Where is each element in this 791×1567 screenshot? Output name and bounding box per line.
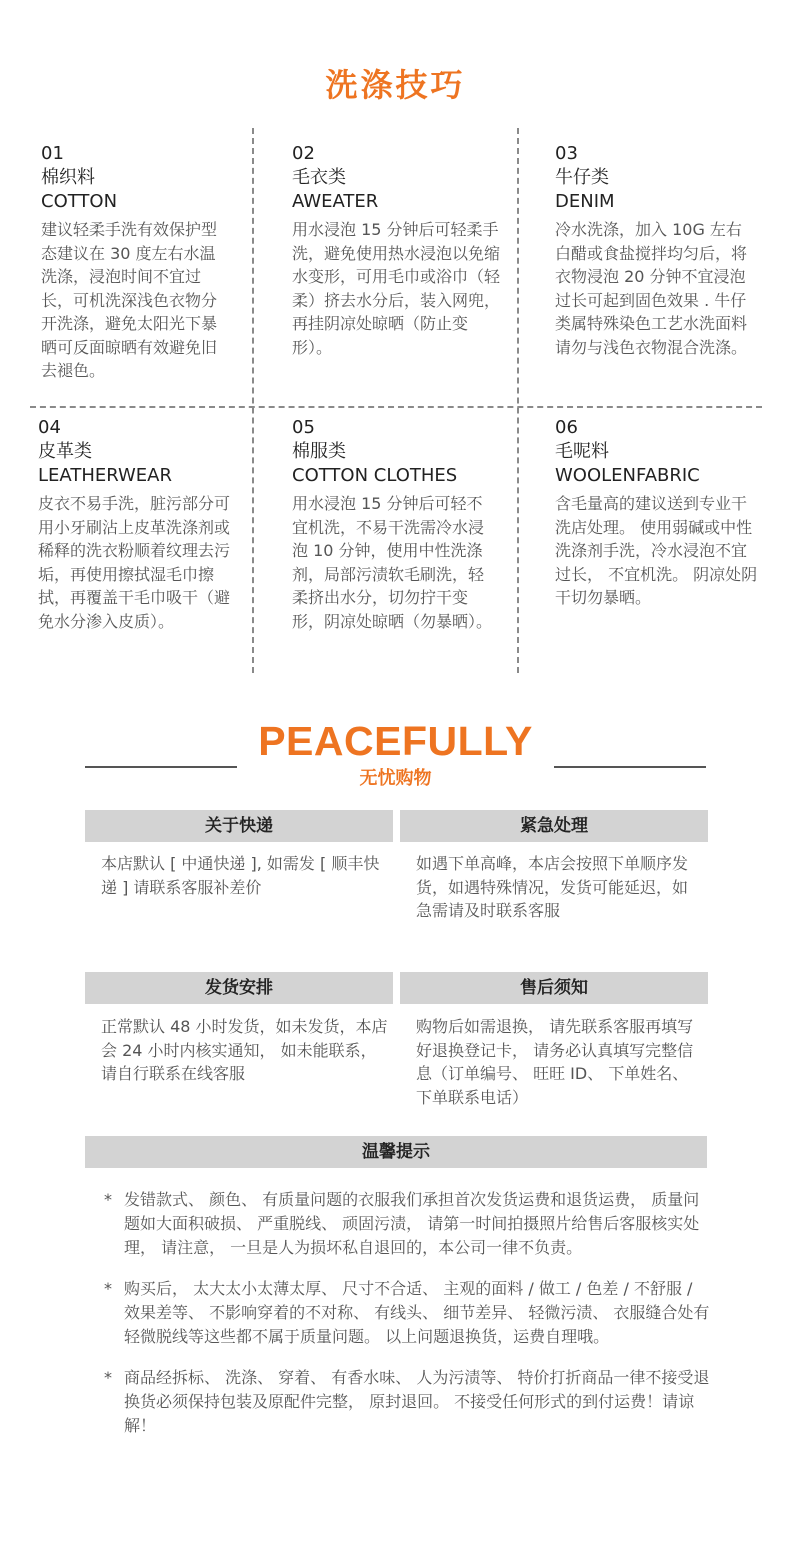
info-body-shipping: 正常默认 48 小时发货，如未发货，本店会 24 小时内核实通知， 如未能联系， 请自行联系在线客服 [101,1017,388,1083]
tip-number: 05 [292,417,315,438]
tip-number: 04 [38,417,61,438]
tip-name: 棉服类 [292,441,346,462]
tip-body: 皮衣不易手洗，脏污部分可用小牙刷沾上皮革洗涤剂或稀释的洗衣粉顺着纹理去污垢，再使用擦拭湿毛巾擦拭，再覆盖干毛巾吸干（避免水分渗入皮质）。 [38,494,231,631]
section-subtitle: 无忧购物 [359,768,432,789]
tip-body: 用水浸泡 15 分钟后可轻不宜机洗，不易干洗需冷水浸泡 10 分钟，使用中性洗涤剂，局部污渍软毛刷洗，轻柔挤出水分，切勿拧干变形，阴凉处晾晒（勿暴晒）。 [292,494,493,631]
info-body-urgent: 如遇下单高峰，本店会按照下单顺序发货，如遇特殊情况，发货可能延迟，如急需请及时联系客服 [416,854,689,920]
tip-body: 用水浸泡 15 分钟后可轻柔手洗，避免使用热水浸泡以免缩水变形，可用毛巾或浴巾（轻柔）挤去水分后，装入网兜，再挂阴凉处晾晒（防止变形）。 [292,220,501,357]
notice-header: 温馨提示 [85,1136,707,1168]
tip-name-en: DENIM [555,191,615,212]
bullet-marker: * [104,1368,112,1387]
info-body-aftersale: 购物后如需退换， 请先联系客服再填写好退换登记卡， 请务必认真填写完整信息（订单编号、 旺旺 ID、 下单姓名、 下单联系电话） [416,1017,694,1107]
section-title: PEACEFULLY [258,718,533,764]
tip-sweater [292,142,500,359]
tip-number: 03 [555,143,578,164]
tip-leather [38,416,234,633]
tip-cotton-clothes [292,416,498,633]
tip-body: 建议轻柔手洗有效保护型态建议在 30 度左右水温洗涤，浸泡时间不宜过长，可机洗深浅色衣物分开洗涤，避免太阳光下暴晒可反面晾晒有效避免旧去褪色。 [41,220,218,380]
list-item [104,1277,710,1349]
tip-name: 牛仔类 [555,167,609,188]
list-item [104,1366,710,1438]
divider-horizontal [30,406,762,408]
tip-body: 含毛量高的建议送到专业干洗店处理。 使用弱碱或中性洗涤剂手洗，冷水浸泡不宜过长， 不宜机洗。 阴凉处阴干切勿暴晒。 [555,494,758,607]
page-title: 洗涤技巧 [325,66,466,104]
tip-name-en: COTTON CLOTHES [292,465,458,486]
tip-body: 冷水洗涤，加入 10G 左右白醋或食盐搅拌均匀后，将衣物浸泡 20 分钟不宜浸泡过长可起到固色效果 . 牛仔类属特殊染色工艺水洗面料请勿与浅色衣物混合洗涤。 [555,220,748,357]
tip-name-en: COTTON [41,191,118,212]
info-body-express: 本店默认 [ 中通快递 ], 如需发 [ 顺丰快递 ] 请联系客服补差价 [101,854,380,897]
tip-number: 01 [41,143,64,164]
washing-tips-grid [30,128,762,673]
list-item [104,1188,710,1260]
tip-name-en: AWEATER [292,191,379,212]
bullet-marker: * [104,1279,112,1298]
info-header-shipping: 发货安排 [85,972,393,1004]
tip-name: 皮革类 [38,441,92,462]
tip-number: 02 [292,143,315,164]
notice-list [104,1188,710,1455]
tip-name: 棉织料 [41,167,95,188]
notice-text: 发错款式、 颜色、 有质量问题的衣服我们承担首次发货运费和退货运费， 质量问题如大面积破损、 严重脱线、 顽固污渍， 请第一时间拍摄照片给售后客服核实处理， 请注意， 一旦是人为损坏私自退回的，本公司一律不负责。 [124,1190,700,1257]
tip-number: 06 [555,417,578,438]
tip-name: 毛呢料 [555,441,609,462]
tip-name-en: LEATHERWEAR [38,465,172,486]
tip-name-en: WOOLENFABRIC [555,465,700,486]
notice-text: 商品经拆标、 洗涤、 穿着、 有香水味、 人为污渍等、 特价打折商品一律不接受退换货必须保持包装及原配件完整， 原封退回。 不接受任何形式的到付运费！请谅解！ [124,1368,710,1435]
tip-name: 毛衣类 [292,167,346,188]
tip-cotton [41,142,231,383]
divider-vertical [252,128,254,673]
info-header-express: 关于快递 [85,810,393,842]
tip-woolen [555,416,760,610]
info-header-urgent: 紧急处理 [400,810,708,842]
notice-text: 购买后， 太大太小太薄太厚、 尺寸不合适、 主观的面料 / 做工 / 色差 / 不舒服 / 效果差等、 不影响穿着的不对称、 有线头、 细节差异、 轻微污渍、 衣服缝合处有轻微脱线等这些都不属于质量问题。 以上问题退换货，运费自理哦。 [124,1279,710,1346]
tip-denim [555,142,755,359]
divider-vertical [517,128,519,673]
bullet-marker: * [104,1190,112,1209]
info-header-aftersale: 售后须知 [400,972,708,1004]
